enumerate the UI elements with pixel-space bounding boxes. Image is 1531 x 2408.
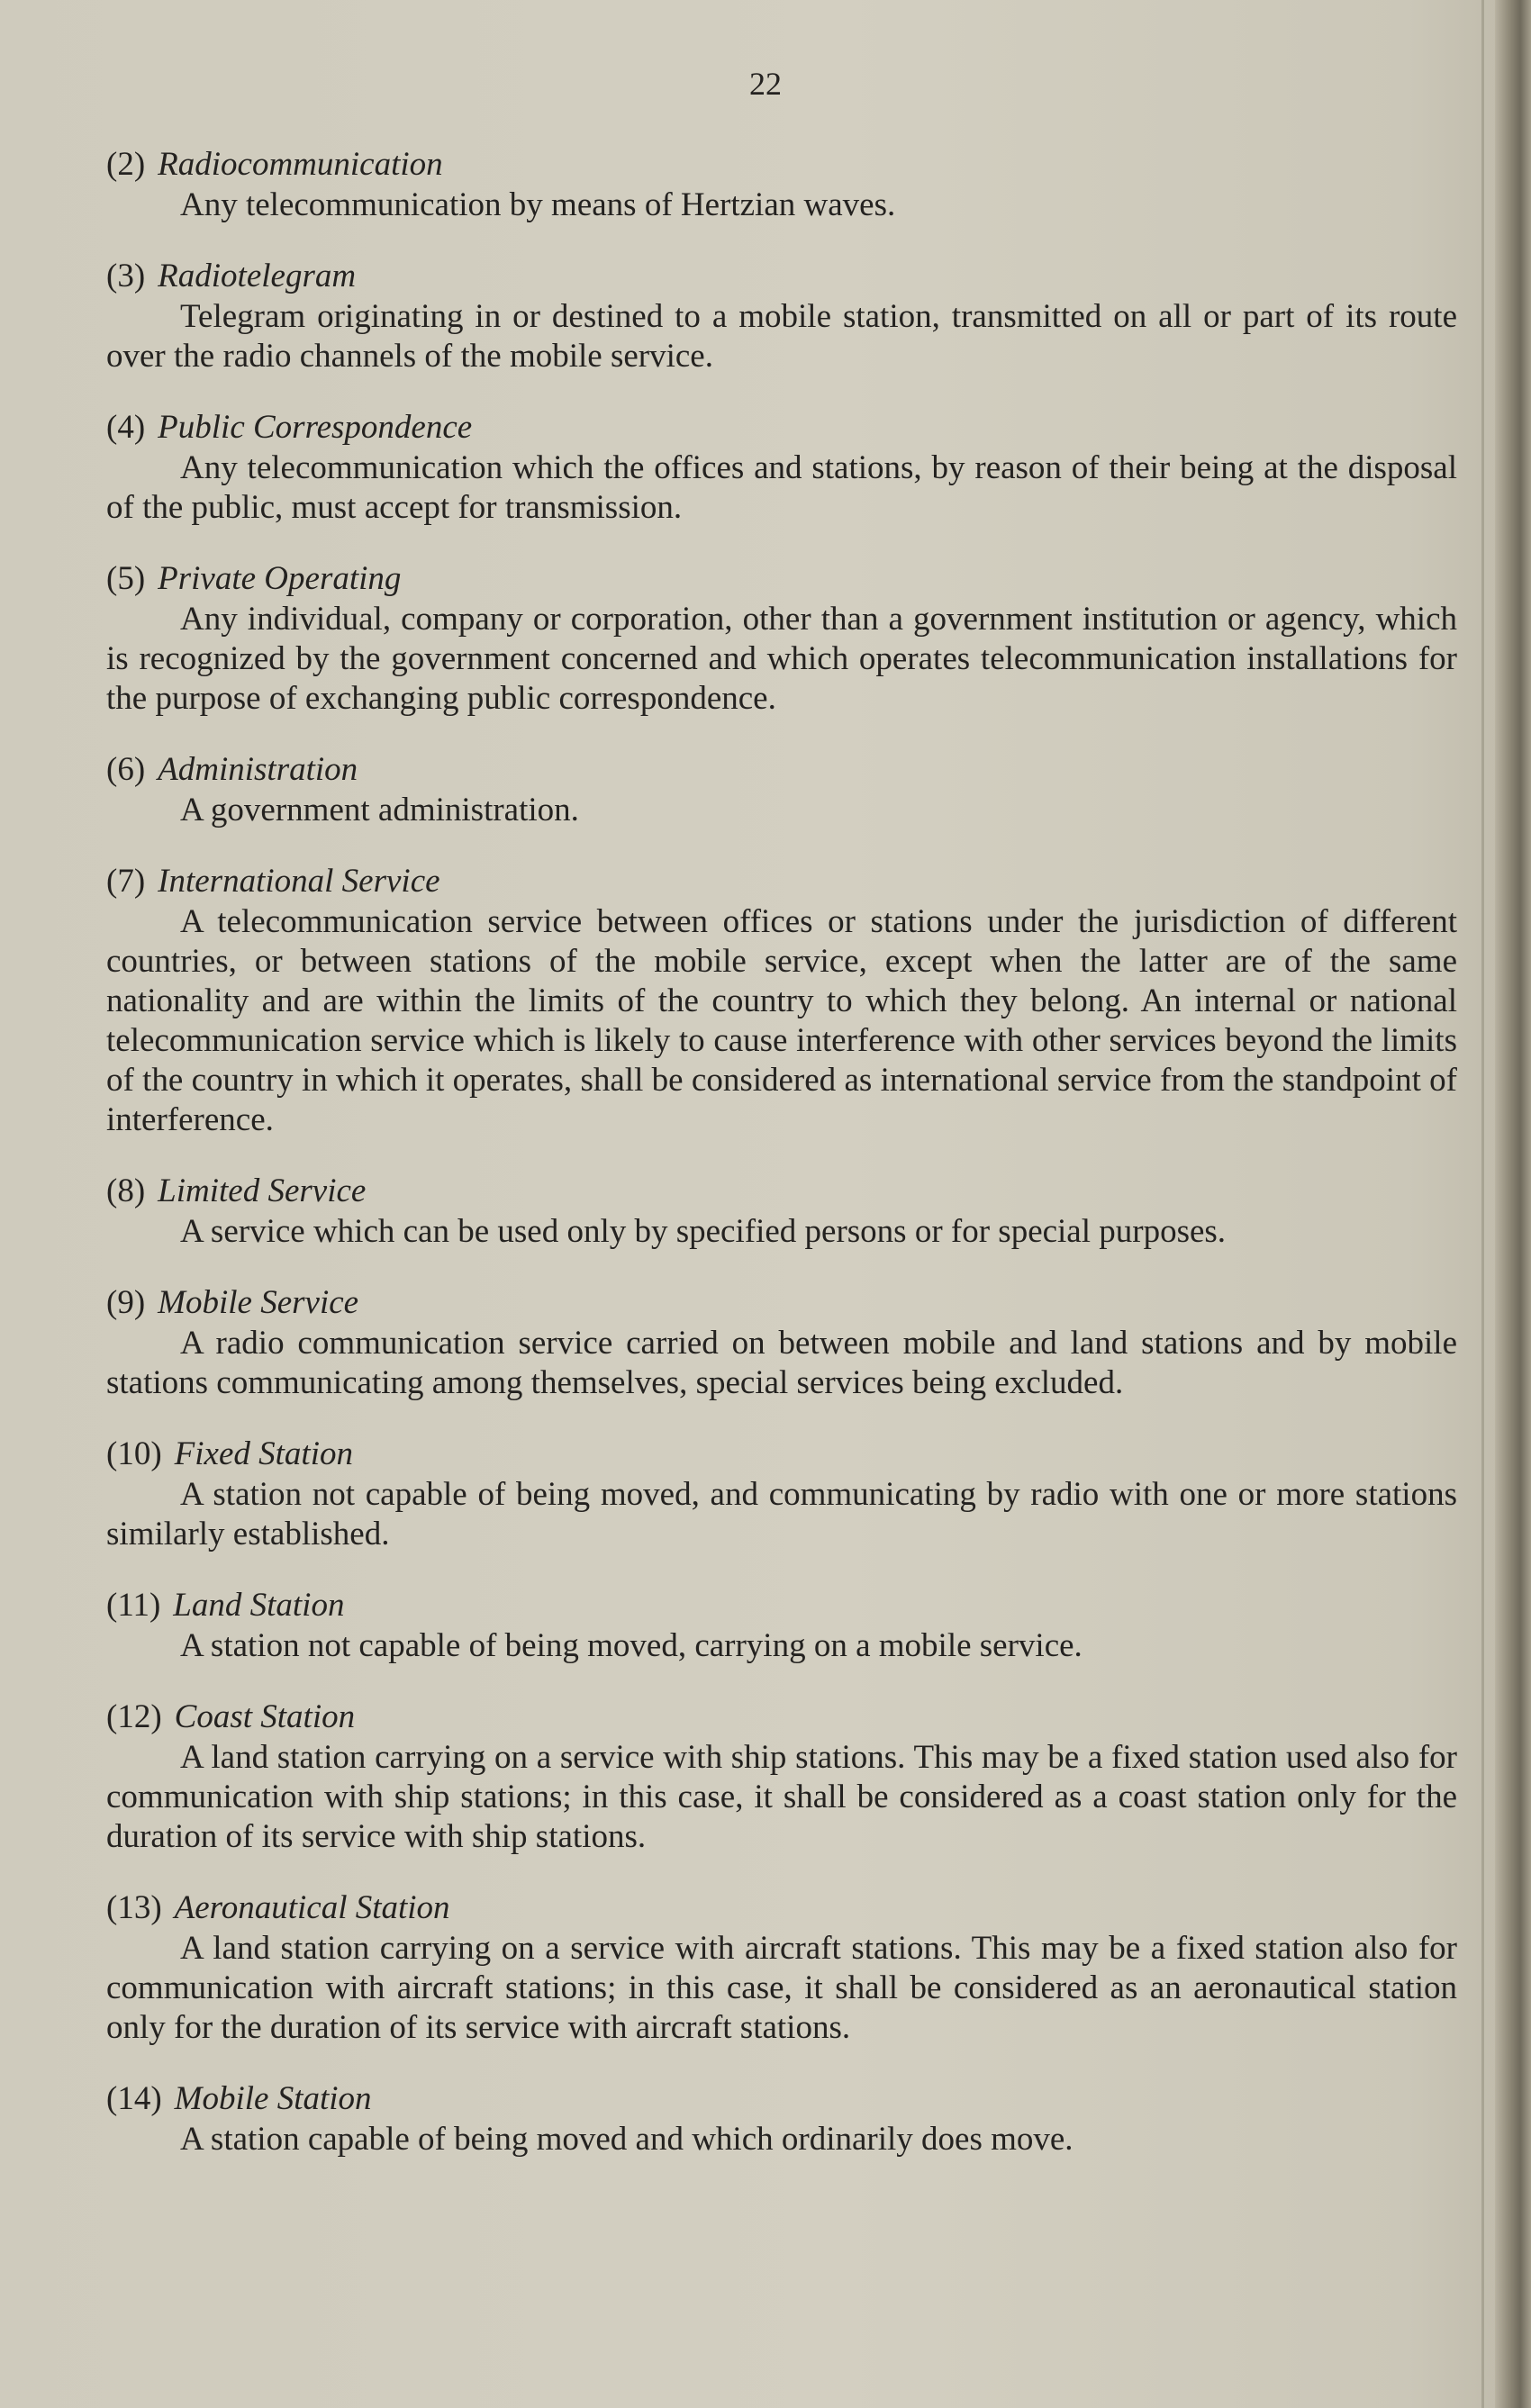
entry-heading xyxy=(106,1434,1457,1475)
entry-heading xyxy=(106,1697,1457,1738)
page-number: 22 xyxy=(749,66,782,102)
entry-definition: Any telecommunication which the offices and stations, by reason of their being at the disposal of the public, must accept for transmission. xyxy=(106,449,1457,526)
entry-number: (8) xyxy=(106,1172,146,1209)
entry-definition: A land station carrying on a service with ship stations. This may be a fixed station used also for communication with ship stations; in this case, it shall be considered as a coast station only for the duration of its service with ship stations. xyxy=(106,1739,1457,1855)
entry-number: (5) xyxy=(106,560,146,597)
entry-term: Private Operating xyxy=(158,560,402,597)
entry-heading xyxy=(106,407,1457,448)
entry-term: Mobile Station xyxy=(174,2080,372,2117)
entry-number: (13) xyxy=(106,1889,162,1926)
entry-heading xyxy=(106,1171,1457,1212)
page-gutter-shadow xyxy=(1481,0,1484,2408)
entry-heading xyxy=(106,1282,1457,1324)
definitions-list xyxy=(106,144,1457,2190)
definition-entry xyxy=(106,1282,1457,1403)
entry-number: (12) xyxy=(106,1698,162,1735)
definition-entry xyxy=(106,2078,1457,2159)
entry-definition: A station not capable of being moved, carrying on a mobile service. xyxy=(180,1627,1083,1664)
entry-term: Public Correspondence xyxy=(158,409,473,446)
entry-definition: Any telecommunication by means of Hertzian waves. xyxy=(180,186,896,223)
entry-term: Radiocommunication xyxy=(158,146,443,183)
definition-entry xyxy=(106,861,1457,1140)
entry-number: (14) xyxy=(106,2080,162,2117)
entry-definition: A service which can be used only by specified persons or for special purposes. xyxy=(180,1213,1227,1250)
entry-definition: Any individual, company or corporation, other than a government institution or agency, which is recognized by the government concerned and which operates telecommunication installations for the purpose of exchanging public correspondence. xyxy=(106,601,1457,717)
entry-term: Administration xyxy=(158,751,358,788)
entry-term: Land Station xyxy=(173,1587,345,1624)
definition-entry xyxy=(106,144,1457,225)
entry-term: Radiotelegram xyxy=(158,258,357,294)
entry-term: Aeronautical Station xyxy=(174,1889,450,1926)
definition-entry xyxy=(106,407,1457,528)
entry-number: (6) xyxy=(106,751,146,788)
definition-entry xyxy=(106,1434,1457,1554)
entry-term: Limited Service xyxy=(158,1172,367,1209)
entry-definition: Telegram originating in or destined to a mobile station, transmitted on all or part of its route over the radio channels of the mobile service. xyxy=(106,298,1457,375)
definition-entry xyxy=(106,1697,1457,1857)
entry-term: Coast Station xyxy=(174,1698,356,1735)
entry-number: (2) xyxy=(106,146,146,183)
entry-term: Mobile Service xyxy=(158,1284,359,1321)
definition-entry xyxy=(106,1887,1457,2048)
entry-number: (7) xyxy=(106,863,146,900)
entry-heading xyxy=(106,1887,1457,1929)
entry-number: (10) xyxy=(106,1435,162,1472)
definition-entry xyxy=(106,749,1457,830)
entry-term: International Service xyxy=(158,863,440,900)
definition-entry xyxy=(106,1171,1457,1252)
entry-heading xyxy=(106,749,1457,791)
entry-definition: A land station carrying on a service with aircraft stations. This may be a fixed station also for communication with aircraft stations; in this case, it shall be considered as an aeronautical station only for the duration of its service with aircraft stations. xyxy=(106,1930,1457,2046)
entry-heading xyxy=(106,558,1457,600)
definition-entry xyxy=(106,256,1457,376)
definition-entry xyxy=(106,558,1457,719)
definition-entry xyxy=(106,1585,1457,1666)
entry-number: (4) xyxy=(106,409,146,446)
entry-heading xyxy=(106,144,1457,186)
entry-definition: A station not capable of being moved, and communicating by radio with one or more stations similarly established. xyxy=(106,1476,1457,1553)
book-spine xyxy=(1495,0,1531,2408)
entry-number: (9) xyxy=(106,1284,146,1321)
entry-heading xyxy=(106,256,1457,297)
entry-number: (11) xyxy=(106,1587,161,1624)
entry-definition: A station capable of being moved and which ordinarily does move. xyxy=(180,2121,1074,2158)
entry-definition: A telecommunication service between offices or stations under the jurisdiction of different countries, or between stations of the mobile service, except when the latter are of the same nationality and are within the limits of the country to which they belong. An internal or national telecommunication service which is likely to cause interference with other services beyond the limits of the country in which it operates, shall be considered as international service from the standpoint of interference. xyxy=(106,903,1457,1138)
entry-heading xyxy=(106,1585,1457,1626)
entry-heading xyxy=(106,2078,1457,2120)
entry-definition: A radio communication service carried on between mobile and land stations and by mobile stations communicating among themselves, special services being excluded. xyxy=(106,1325,1457,1401)
entry-heading xyxy=(106,861,1457,902)
entry-number: (3) xyxy=(106,258,146,294)
entry-definition: A government administration. xyxy=(180,792,579,828)
entry-term: Fixed Station xyxy=(174,1435,353,1472)
